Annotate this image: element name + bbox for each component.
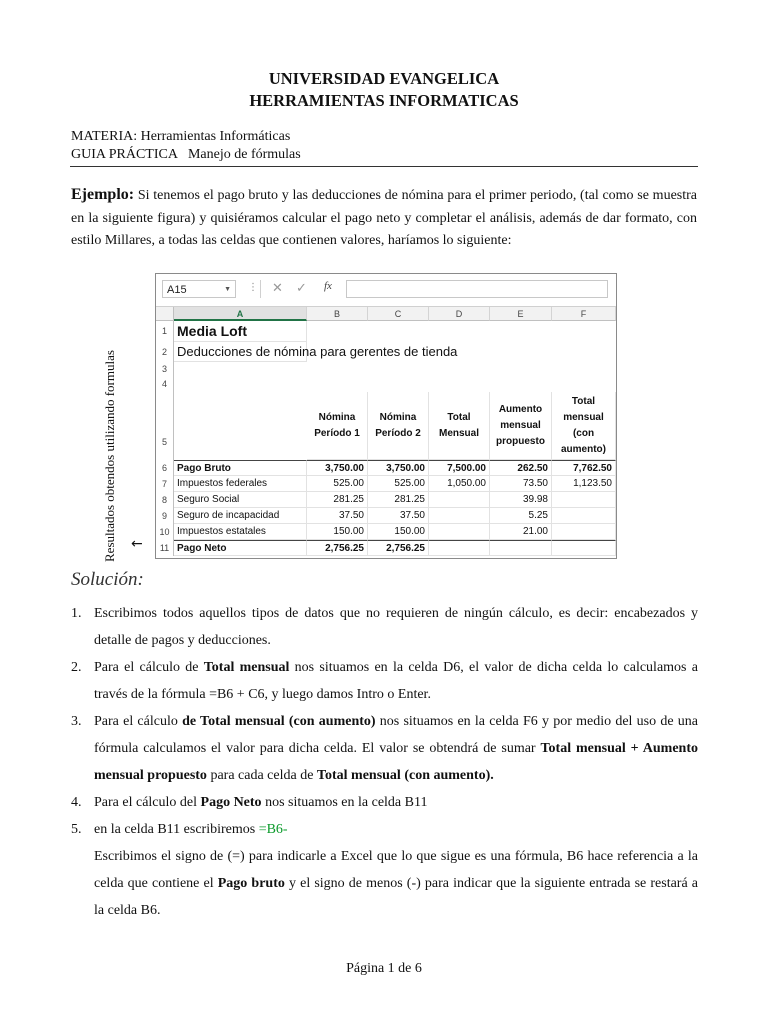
cell-f7: 1,123.50 xyxy=(552,476,616,492)
cell-f6: 7,762.50 xyxy=(552,460,616,476)
cell-a2: Deducciones de nómina para gerentes de tienda xyxy=(174,342,307,362)
step-text: para cada celda de xyxy=(206,768,317,783)
list-item xyxy=(71,654,698,708)
step-text: y el signo de menos (-) para indicar que la siguiente entrada se restará a la celda B6. xyxy=(94,876,699,918)
cell-b5: Nómina Período 1 xyxy=(307,392,368,460)
cell-e9: 5.25 xyxy=(490,508,552,524)
cell-c5: Nómina Período 2 xyxy=(368,392,429,460)
step-bold-text: Pago bruto xyxy=(217,876,285,891)
steps-list xyxy=(71,600,698,924)
row-header: 1 xyxy=(156,321,174,342)
name-box-value: A15 xyxy=(167,284,187,296)
column-header-a: A xyxy=(174,307,307,321)
cell-a9: Seguro de incapacidad xyxy=(174,508,307,524)
cell-a10: Impuestos estatales xyxy=(174,524,307,540)
formula-input xyxy=(346,280,608,298)
chevron-down-icon: ▼ xyxy=(224,286,231,293)
column-header-f: F xyxy=(552,307,616,321)
guia-line xyxy=(71,147,301,163)
step-text: Para el cálculo xyxy=(94,714,183,729)
row-header: 5 xyxy=(156,392,174,460)
step-text: Escribimos todos aquellos tipos de datos que no requieren de ningún cálculo, es decir: encabezados y detalle de pagos y deducciones. xyxy=(94,606,698,648)
cell-b8: 281.25 xyxy=(307,492,368,508)
row-header: 8 xyxy=(156,492,174,508)
cell-c7: 525.00 xyxy=(368,476,429,492)
cell-d9 xyxy=(429,508,490,524)
step-number: 1. xyxy=(71,606,82,621)
formula-bar-separator xyxy=(260,280,261,298)
row-header: 11 xyxy=(156,540,174,556)
cell-a6: Pago Bruto xyxy=(174,460,307,476)
cell-a7: Impuestos federales xyxy=(174,476,307,492)
cell-c8: 281.25 xyxy=(368,492,429,508)
cell-a1: Media Loft xyxy=(174,321,307,342)
step-text: Para el cálculo de xyxy=(94,660,204,675)
cell-e11 xyxy=(490,540,552,556)
cell-e7: 73.50 xyxy=(490,476,552,492)
step-text: nos situamos en la celda F6 y por medio del uso de una fórmula calculamos el valor para dicha celda. El valor se obtendrá de sumar xyxy=(94,714,698,756)
list-item xyxy=(71,708,698,789)
guia-label: GUIA PRÁCTICA xyxy=(71,147,178,162)
step-number: 4. xyxy=(71,795,82,810)
row-header: 7 xyxy=(156,476,174,492)
function-icon: fx xyxy=(324,280,332,292)
cell-b6: 3,750.00 xyxy=(307,460,368,476)
cell-e6: 262.50 xyxy=(490,460,552,476)
row-header: 2 xyxy=(156,342,174,362)
formula-bar xyxy=(156,274,616,307)
cell-f11 xyxy=(552,540,616,556)
step-number: 5. xyxy=(71,822,82,837)
list-item xyxy=(71,843,698,924)
step-number: 3. xyxy=(71,714,82,729)
cell-d6: 7,500.00 xyxy=(429,460,490,476)
column-header-e: E xyxy=(490,307,552,321)
side-caption: Resultados obtendos utilizando formulas xyxy=(102,350,117,562)
column-header-b: B xyxy=(307,307,368,321)
step-text: Escribimos el signo de (=) para indicarle a Excel que lo que sigue es una fórmula, B6 hace referencia a la celda que contiene el xyxy=(94,849,698,891)
guia-value: Manejo de fórmulas xyxy=(187,147,301,162)
step-bold-text: Total mensual + Aumento mensual propuesto xyxy=(94,741,698,783)
step-bold-text: de Total mensual (con aumento) xyxy=(182,714,376,729)
example-text: Si tenemos el pago bruto y las deducciones de nómina para el primer periodo, (tal como se muestra en la siguiente figura) y quisiéramos calcular el pago neto y completar el análisis, además de dar formato, con estilo Millares, a todas las celdas que contienen valores, haríamos lo siguiente: xyxy=(71,188,697,248)
cell-a8: Seguro Social xyxy=(174,492,307,508)
cell-d5: Total Mensual xyxy=(429,392,490,460)
arrow-left-icon: ← xyxy=(131,536,143,552)
cell-d7: 1,050.00 xyxy=(429,476,490,492)
cell-e5: Aumento mensual propuesto xyxy=(490,392,552,460)
example-label: Ejemplo: xyxy=(71,186,135,203)
formula-text: =B6- xyxy=(258,822,288,837)
cell-f10 xyxy=(552,524,616,540)
list-item xyxy=(71,816,698,843)
row-header: 10 xyxy=(156,524,174,540)
cell-a11: Pago Neto xyxy=(174,540,307,556)
cell-f5: Total mensual (con aumento) xyxy=(552,392,616,460)
step-number: 2. xyxy=(71,660,82,675)
course-title: HERRAMIENTAS INFORMATICAS xyxy=(249,91,519,110)
cell-d10 xyxy=(429,524,490,540)
step-bold-text: Pago Neto xyxy=(200,795,262,810)
step-text: nos situamos en la celda B11 xyxy=(261,795,428,810)
list-item xyxy=(71,789,698,816)
example-paragraph xyxy=(71,184,697,253)
cell-b10: 150.00 xyxy=(307,524,368,540)
row-header: 9 xyxy=(156,508,174,524)
step-text: nos situamos en la celda D6, el valor de dicha celda lo calculamos a través de la fórmula =B6 + C6, y luego damos Intro o Enter. xyxy=(94,660,698,702)
list-item xyxy=(71,600,698,654)
step-bold-text: Total mensual xyxy=(203,660,290,675)
spreadsheet-figure xyxy=(155,273,617,559)
cell-e10: 21.00 xyxy=(490,524,552,540)
name-box xyxy=(162,280,236,298)
step-bold-text: Total mensual (con aumento). xyxy=(316,768,494,783)
cell-c6: 3,750.00 xyxy=(368,460,429,476)
header-divider xyxy=(70,166,698,167)
cell-b11: 2,756.25 xyxy=(307,540,368,556)
cell-f9 xyxy=(552,508,616,524)
cancel-icon: ✕ xyxy=(272,280,283,295)
solution-heading: Solución: xyxy=(71,569,144,590)
check-icon: ✓ xyxy=(296,280,307,295)
cell-d8 xyxy=(429,492,490,508)
grid-corner xyxy=(156,307,174,321)
cell-c10: 150.00 xyxy=(368,524,429,540)
row-header: 4 xyxy=(156,377,174,392)
cell-d11 xyxy=(429,540,490,556)
cell-f8 xyxy=(552,492,616,508)
step-text: en la celda B11 escribiremos xyxy=(94,822,259,837)
cell-c9: 37.50 xyxy=(368,508,429,524)
cell-b7: 525.00 xyxy=(307,476,368,492)
column-header-d: D xyxy=(429,307,490,321)
row-header: 3 xyxy=(156,362,174,377)
materia-line: MATERIA: Herramientas Informáticas xyxy=(71,129,291,144)
cell-c11: 2,756.25 xyxy=(368,540,429,556)
row-header: 6 xyxy=(156,460,174,476)
university-title: UNIVERSIDAD EVANGELICA xyxy=(268,69,500,88)
cell-b9: 37.50 xyxy=(307,508,368,524)
step-text: Para el cálculo del xyxy=(94,795,201,810)
more-icon: ⋮ xyxy=(248,282,258,293)
cell-e8: 39.98 xyxy=(490,492,552,508)
page-footer: Página 1 de 6 xyxy=(346,961,422,976)
column-header-c: C xyxy=(368,307,429,321)
